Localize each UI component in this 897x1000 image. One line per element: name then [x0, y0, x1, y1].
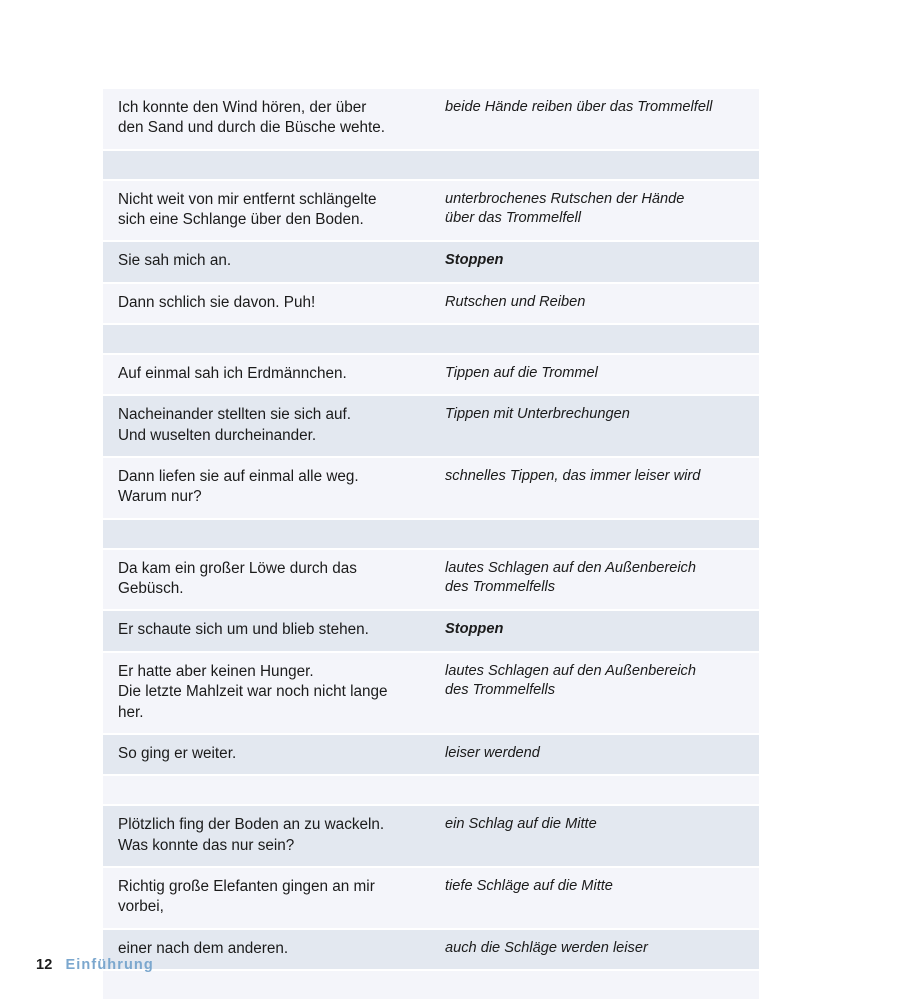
drum-instruction-cell: ein Schlag auf die Mitte	[445, 816, 597, 833]
page-footer	[36, 957, 154, 973]
table-row	[103, 735, 759, 776]
story-text-cell: Er hatte aber keinen Hunger. Die letzte Mahlzeit war noch nicht lange her.	[118, 662, 388, 721]
story-text-cell	[103, 971, 445, 999]
table-row	[103, 181, 759, 243]
drum-instruction-cell: lautes Schlagen auf den Außenbereich des Trommelfells	[445, 559, 696, 596]
story-text-cell: Nicht weit von mir entfernt schlängelte sich eine Schlange über den Boden.	[118, 190, 377, 229]
story-text-cell	[103, 520, 445, 548]
drum-instruction-cell: unterbrochenes Rutschen der Hände über das Trommelfell	[445, 190, 685, 227]
table-row	[103, 242, 759, 283]
story-text-cell: Ich konnte den Wind hören, der über den Sand und durch die Büsche wehte.	[118, 99, 386, 137]
drum-instruction-cell: lautes Schlagen auf den Außenbereich des Trommelfells	[445, 662, 696, 699]
story-text-cell: Er schaute sich um und blieb stehen.	[118, 621, 369, 639]
table-row	[103, 458, 759, 520]
drum-instruction-cell	[445, 776, 759, 804]
table-row	[103, 868, 759, 930]
story-text-cell: Nacheinander stellten sie sich auf. Und wuselten durcheinander.	[118, 406, 351, 444]
table-row	[103, 355, 759, 396]
story-instruction-table	[103, 89, 759, 999]
drum-instruction-cell: beide Hände reiben über das Trommelfell	[445, 99, 713, 115]
table-row	[103, 284, 759, 325]
story-text-cell: Auf einmal sah ich Erdmännchen.	[118, 365, 347, 383]
table-row	[103, 653, 759, 735]
story-text-cell: Dann liefen sie auf einmal alle weg. Warum nur?	[118, 468, 359, 506]
drum-instruction-cell	[445, 151, 759, 179]
section-label: Einführung	[65, 957, 154, 973]
table-row	[103, 89, 759, 151]
story-text-cell: einer nach dem anderen.	[118, 939, 289, 957]
drum-instruction-cell: Rutschen und Reiben	[445, 293, 586, 310]
drum-instruction-cell: leiser werdend	[445, 744, 540, 761]
drum-instruction-cell	[445, 520, 759, 548]
drum-instruction-cell	[445, 971, 759, 999]
table-row	[103, 930, 759, 971]
page-number: 12	[36, 957, 53, 973]
table-spacer-row	[103, 520, 759, 550]
story-text-cell	[103, 776, 445, 804]
story-text-cell: Plötzlich fing der Boden an zu wackeln. Was konnte das nur sein?	[118, 816, 385, 854]
drum-instruction-cell: schnelles Tippen, das immer leiser wird	[445, 468, 701, 485]
story-text-cell	[103, 325, 445, 353]
drum-instruction-cell: Tippen mit Unterbrechungen	[445, 406, 630, 423]
story-text-cell: Da kam ein großer Löwe durch das Gebüsch.	[118, 559, 357, 598]
story-text-cell: So ging er weiter.	[118, 744, 237, 762]
story-text-cell	[103, 151, 445, 179]
drum-instruction-cell	[445, 325, 759, 353]
drum-instruction-cell: auch die Schläge werden leiser	[445, 939, 648, 956]
table-row	[103, 396, 759, 458]
table-row	[103, 611, 759, 652]
drum-instruction-cell: Tippen auf die Trommel	[445, 365, 598, 382]
table-spacer-row	[103, 776, 759, 806]
drum-instruction-cell: tiefe Schläge auf die Mitte	[445, 877, 613, 894]
story-text-cell: Richtig große Elefanten gingen an mir vorbei,	[118, 877, 375, 916]
story-text-cell: Sie sah mich an.	[118, 252, 232, 270]
table-row	[103, 806, 759, 868]
table-spacer-row	[103, 325, 759, 355]
story-text-cell: Dann schlich sie davon. Puh!	[118, 293, 316, 311]
table-row	[103, 550, 759, 612]
drum-instruction-cell: Stoppen	[445, 252, 504, 269]
drum-instruction-cell: Stoppen	[445, 621, 504, 638]
table-spacer-row	[103, 971, 759, 999]
table-spacer-row	[103, 151, 759, 181]
